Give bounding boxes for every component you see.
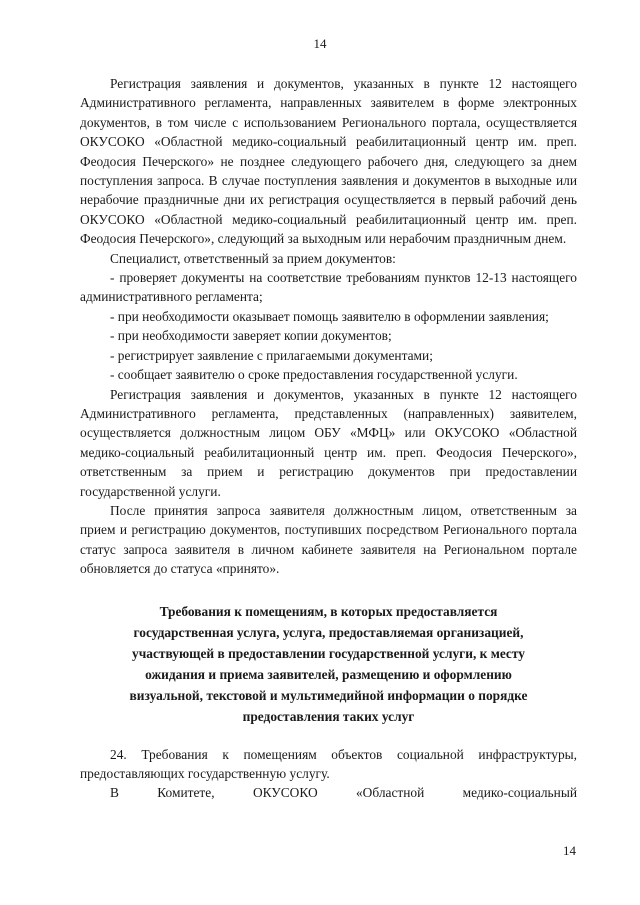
section-title [80,601,577,727]
document-body [80,74,577,803]
page-number-bottom: 14 [563,843,576,858]
section-title-line: участвующей в предоставлении государственной услуги, к месту [132,645,525,661]
paragraph-registration-mfc: Регистрация заявления и документов, указанных в пункте 12 настоящего Административного регламента, представленных (направленных) заявителем, осуществляется должностным лицом ОБУ «МФЦ» или ОКУСОКО «Областной медико-социальный реабилитационный центр им. преп. Феодосия Печерского», ответственным за прием и регистрацию документов при предоставлении государственной услуги. [80,386,577,499]
paragraph-specialist-intro: Специалист, ответственный за прием документов: [110,250,396,266]
list-item-register-application: - регистрирует заявление с прилагаемыми документами; [110,347,433,363]
section-title-line: предоставления таких услуг [242,708,415,724]
page-number-top: 14 [313,36,327,51]
list-item-inform-deadline: - сообщает заявителю о сроке предоставления государственной услуги. [110,367,518,383]
section-title-line: Требования к помещениям, в которых предоставляется [159,603,498,619]
paragraph-registration-electronic: Регистрация заявления и документов, указанных в пункте 12 настоящего Административного регламента, направленных заявителем в форме электронных документов, в том числе с использованием Регионального портала, осуществляется ОКУСОКО «Областной медико-социальный реабилитационный центр им. преп. Феодосия Печерского» не позднее следующего рабочего дня, следующего за днем поступления запроса. В случае поступления заявления и документов в выходные или нерабочие праздничные дни их регистрация осуществляется в первый рабочий день ОКУСОКО «Областной медико-социальный реабилитационный центр им. преп. Феодосия Печерского», следующий за выходным или нерабочим праздничным днем. [80,76,577,247]
paragraph-item-24: 24. Требования к помещениям объектов социальной инфраструктуры, предоставляющих государственную услугу. [80,746,577,781]
section-title-line: визуальной, текстовой и мультимедийной информации о порядке [129,687,528,703]
paragraph-committee: В Комитете, ОКУСОКО «Областной медико-социальный [110,785,577,801]
section-title-line: государственная услуга, услуга, предоставляемая организацией, [133,624,524,640]
list-item-certify-copies: - при необходимости заверяет копии документов; [110,328,392,344]
list-item-assist-applicant: - при необходимости оказывает помощь заявителю в оформлении заявления; [110,308,549,324]
section-title-line: ожидания и приема заявителей, размещению и оформлению [145,666,512,682]
list-item-check-documents: - проверяет документы на соответствие требованиям пунктов 12-13 настоящего административного регламента; [80,270,577,305]
paragraph-request-status: После принятия запроса заявителя должностным лицом, ответственным за прием и регистрацию документов, поступивших посредством Регионального портала статус запроса заявителя в личном кабинете заявителя на Региональном портале обновляется до статуса «принято». [80,502,577,577]
